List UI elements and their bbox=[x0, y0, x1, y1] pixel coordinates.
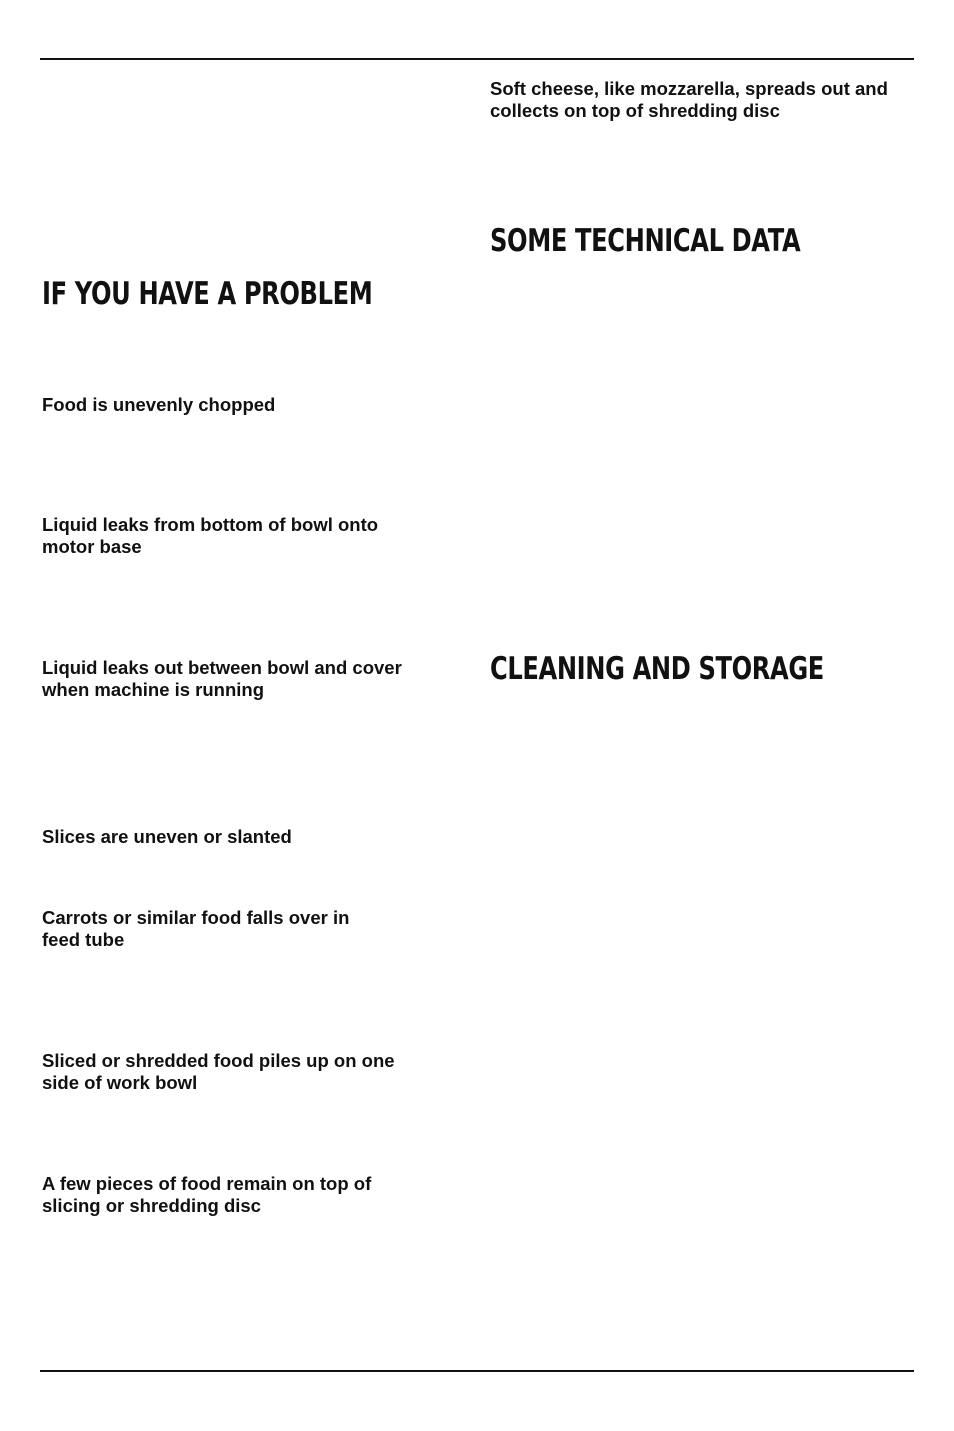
problem-item-bottom-leak: Liquid leaks from bottom of bowl onto motor base bbox=[42, 514, 379, 557]
technical-data-heading: SOME TECHNICAL DATA bbox=[490, 223, 801, 259]
problem-item-food-piles: Sliced or shredded food piles up on one side of work bowl bbox=[42, 1050, 395, 1093]
problem-item-uneven-chop: Food is unevenly chopped bbox=[42, 394, 276, 415]
problem-item-soft-cheese: Soft cheese, like mozzarella, spreads out and collects on top of shredding disc bbox=[490, 78, 888, 121]
problem-heading: IF YOU HAVE A PROBLEM bbox=[42, 276, 373, 312]
cleaning-storage-heading: CLEANING AND STORAGE bbox=[490, 651, 824, 687]
top-rule bbox=[40, 58, 914, 60]
problem-item-cover-leak: Liquid leaks out between bowl and cover when machine is running bbox=[42, 657, 402, 700]
problem-item-carrots: Carrots or similar food falls over in feed tube bbox=[42, 907, 350, 950]
problem-item-remaining-pieces: A few pieces of food remain on top of slicing or shredding disc bbox=[42, 1173, 372, 1216]
bottom-rule bbox=[40, 1370, 914, 1372]
problem-item-uneven-slices: Slices are uneven or slanted bbox=[42, 826, 292, 847]
